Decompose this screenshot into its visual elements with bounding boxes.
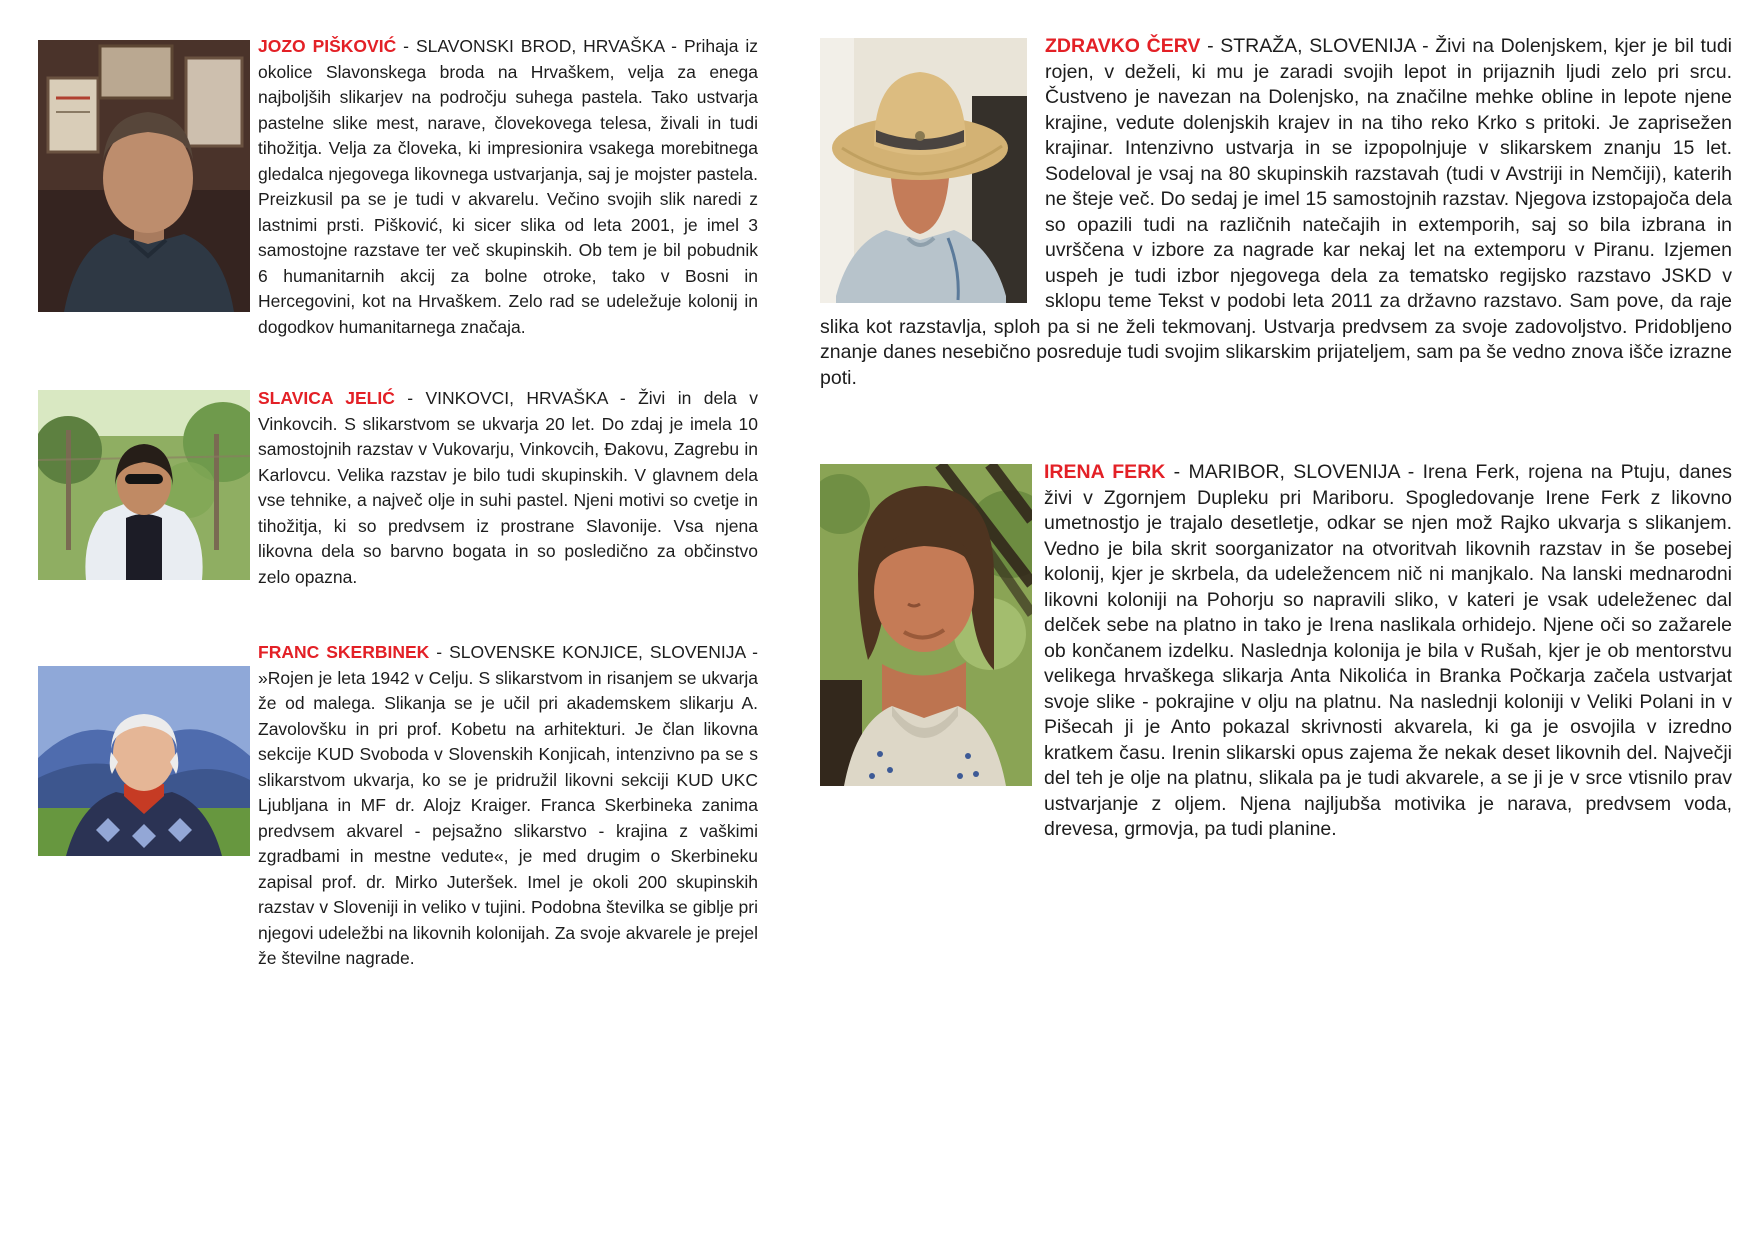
- artist-name: JOZO PIŠKOVIĆ: [258, 36, 397, 56]
- artist-location: - SLAVONSKI BROD, HRVAŠKA -: [396, 36, 684, 56]
- bio-body: Živi na Dolenjskem, kjer je bil tudi rojen, v deželi, ki mu je zaradi svojih lepot in prijaznih ljudi zelo pri srcu. Čustveno je navezan na Dolenjsko, na značilne mehke obline in lepote njene krajine, vedute dolenjskih krajev in na tiho reko Krko s pritoki. Je zaprisežen krajinar. Intenzivno ustvarja in se izpopolnjuje v slikarskem znanju 15 let. Sodeloval je vsaj na 80 skupinskih razstavah (tudi v Avstriji in Nemčiji), katerih ne šteje več. Do sedaj je imel 15 samostojnih razstav. Njegova izstopajoča dela so opazili tudi na različnih natečajih in extemporih, saj so bila izbrana in uvrščena v izbore za nagrade kar nekaj let na extemporu v Piranu. Izjemen uspeh je tudi izbor njegovega dela za tematsko regijsko razstavo JSKD v sklopu teme Tekst v podobi leta 2011 za državno razstavo. Sam pove, da raje slika kot razstavlja, sploh pa si ne želi tekmovanj. Ustvarja predvsem za svoje zadovoljstvo. Pridobljeno znanje danes nesebično posreduje tudi svojim slikarskim prijateljem, sam pa še vedno znova išče izrazne poti.: [820, 35, 1732, 389]
- portrait-illustration: [38, 666, 250, 856]
- bio-zdravko-cerv: [820, 34, 1732, 391]
- bio-slavica-jelic: [258, 386, 758, 590]
- portrait-photo-franc-skerbinek: [38, 666, 250, 856]
- portrait-illustration: [38, 390, 250, 580]
- artist-name: ZDRAVKO ČERV: [1045, 35, 1201, 57]
- portrait-photo-irena-ferk: [820, 464, 1032, 786]
- bio-body: Irena Ferk, rojena na Ptuju, danes živi v Zgornjem Dupleku pri Mariboru. Spogledovanje Irene Ferk z likovno umetnostjo je trajalo desetletje, odkar se njen mož Rajko ukvarja s slikanjem. Vedno je bila skrit soorganizator na otvoritvah likovnih razstav in še posebej kolonij, kjer je skrbela, da udeležencem nič ni manjkalo. Na lanski mednarodni likovni koloniji na Pohorju so napravili sliko, v kateri je vsak udeleženec dal delček sebe na platno in tako je Irena naslikala orhidejo. Njene oči so zažarele ob končanem izdelku. Naslednja kolonija je bila v Rušah, kjer je ob mentorstvu velikega hrvaškega slikarja Anta Nikolića in Branka Počkarja začela ustvarjat svoje slike - pokrajine v olju na platnu. Na naslednji koloniji v Veliki Polani in v Pišecah ji je Anto pokazal skrivnosti akvarela, ki ga je osvojila v izredno kratkem času. Irenin slikarski opus zajema že nekak deset likovnih del. Največji del teh je olje na platnu, slikala pa je tudi akvarele, a se ji je v srce vtisnilo prav ustvarjanje z oljem. Njena najljubša motivika je narava, predvsem voda, drevesa, grmovja, pa tudi planine.: [1044, 461, 1733, 840]
- artist-name: FRANC SKERBINEK: [258, 642, 430, 662]
- artist-location: - MARIBOR, SLOVENIJA -: [1165, 461, 1423, 483]
- portrait-illustration: [38, 40, 250, 312]
- artist-name: SLAVICA JELIĆ: [258, 388, 395, 408]
- artist-location: - VINKOVCI, HRVAŠKA -: [394, 388, 639, 408]
- bio-franc-skerbinek: [258, 640, 758, 972]
- bio-irena-ferk: [1044, 460, 1732, 843]
- portrait-photo-slavica-jelic: [38, 390, 250, 580]
- bio-body: Živi in dela v Vinkovcih. S slikarstvom se ukvarja 20 let. Do zdaj je imela 10 samostojnih razstav v Vukovarju, Vinkovcih, Đakovu, Zagrebu in Karlovcu. Velika razstav je bilo tudi skupinskih. V glavnem dela vse tehnike, a največ olje in suhi pastel. Njeni motivi so cvetje in tihožitja, ki so predvsem iz prostrane Slavonije. Vsa njena likovna dela so barvno bogata in so posledično za občinstvo zelo opazna.: [258, 388, 758, 587]
- bio-body: »Rojen je leta 1942 v Celju. S slikarstvom in risanjem se ukvarja že od malega. Slikanja se je učil pri akademskem slikarju A. Zavolovšku in pri prof. Kobetu na arhitekturi. Je član likovna sekcije KUD Svoboda v Slovenskih Konjicah, intenzivno pa se s slikarstvom ukvarja, ko se je pridružil likovni sekciji KUD UKC Ljubljana in MF dr. Alojz Kraiger. Franca Skerbineka zanima predvsem akvarel - pejsažno slikarstvo - krajina z vaškimi zgradbami in mestne vedute«, je med drugim o Skerbineku zapisal prof. dr. Mirko Juteršek. Imel je okoli 200 skupinskih razstav v Sloveniji in veliko v tujini. Podobna številka se giblje pri njegovi udeležbi na likovnih kolonijah. Za svoje akvarele je prejel že številne nagrade.: [258, 667, 759, 968]
- portrait-photo-zdravko-cerv: [820, 38, 1027, 303]
- artist-name: IRENA FERK: [1044, 461, 1166, 483]
- artist-location: - SLOVENSKE KONJICE, SLOVENIJA -: [429, 642, 758, 662]
- bio-jozo-piskovic: [258, 34, 758, 340]
- bio-body: Prihaja iz okolice Slavonskega broda na Hrvaškem, velja za enega najboljših slikarjev na področju suhega pastela. Tako ustvarja pastelne slike mest, narave, človekovega telesa, živali in tudi tihožitja. Velja za človeka, ki impresionira vsakega morebitnega gledalca njegovega likovnega ustvarjanja, saj je mojster pastela. Preizkusil pa se je tudi v akvarelu. Večino svojih slik naredi z lastnimi prsti. Pišković, ki sicer slika od leta 2001, je imel 3 samostojne razstave ter več skupinskih. Ob tem je bil pobudnik 6 humanitarnih akcij za bolne otroke, tako v Bosni in Hercegovini, kot na Hrvaškem. Zelo rad se udeležuje kolonij in dogodkov humanitarnega značaja.: [258, 36, 759, 337]
- portrait-illustration: [820, 464, 1032, 786]
- portrait-illustration: [820, 38, 1027, 303]
- artist-location: - STRAŽA, SLOVENIJA -: [1200, 35, 1436, 57]
- portrait-photo-jozo-piskovic: [38, 40, 250, 312]
